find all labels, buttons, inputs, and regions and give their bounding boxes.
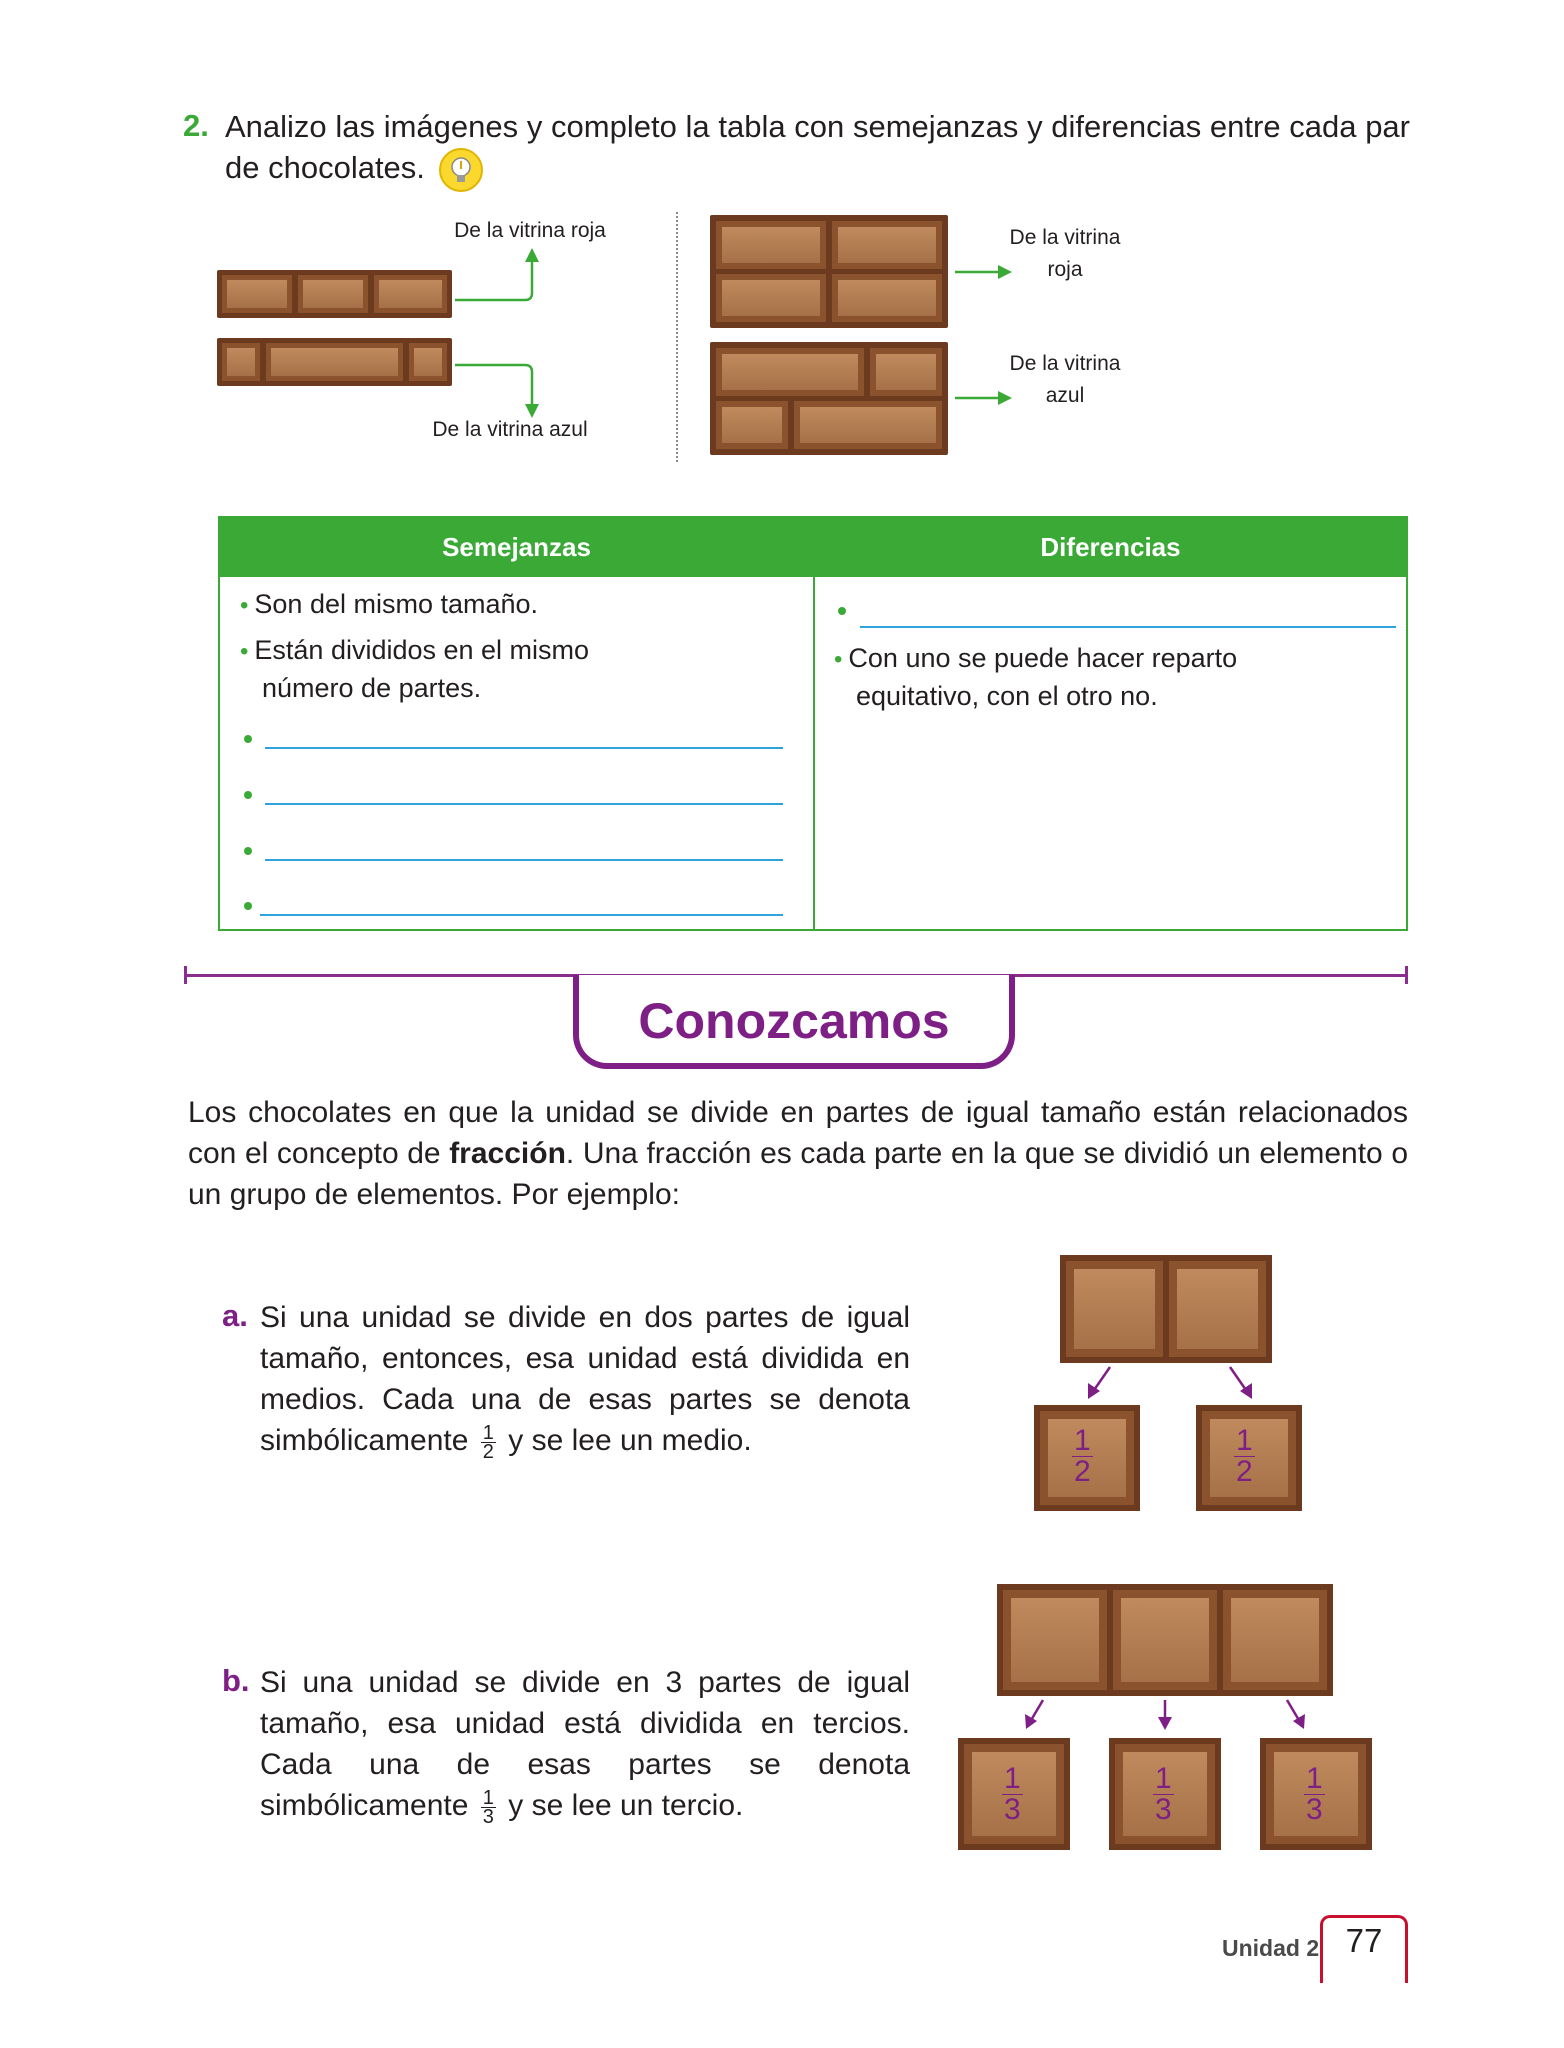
similarity-item: • Son del mismo tamaño. [240,589,539,619]
answer-line[interactable] [265,803,783,805]
whole-bar-halves [1060,1255,1272,1363]
answer-bullet [244,735,252,743]
lightbulb-icon [438,147,484,193]
difference-text: Con uno se puede hacer reparto equitativo, con el otro no. [848,643,1238,711]
example-a-text-start: Si una unidad se divide en dos partes de igual tamaño, entonces, esa unidad está dividida en medios. Cada una de esas partes se denota simbólicamente [260,1301,910,1457]
fraction-denominator: 3 [482,1805,494,1828]
figure-divider [676,212,678,462]
example-b-text [260,1662,910,1826]
piece-label-denominator: 3 [1004,1793,1021,1826]
header-differences: Diferencias [1040,532,1181,562]
page-number: 77 [1345,1922,1383,1959]
example-a-text [260,1297,910,1461]
example-b-text-end: y se lee un tercio. [508,1789,744,1822]
label-red-showcase-right [1000,222,1130,286]
section-rule-cap-left [184,966,187,984]
similarity-item: • Están divididos en el mismo número de partes. [240,635,590,703]
label-red-showcase-left: De la vitrina roja [454,219,606,242]
intro-text-start: Los chocolates en que la unidad se divide en partes de igual tamaño están relacionados con el concepto de [188,1096,1408,1170]
similarity-text: Están divididos en el mismo número de partes. [254,635,590,703]
fraction-numerator: 1 [482,1786,494,1809]
answer-line[interactable] [860,626,1396,628]
red-showcase-bar-block [710,215,948,328]
answer-line[interactable] [265,859,783,861]
answer-line[interactable] [260,914,783,916]
exercise-instruction [225,106,1410,193]
fraction-numerator: 1 [482,1421,494,1444]
piece-label-numerator: 1 [1155,1762,1172,1795]
intro-text-end: . Una fracción es cada parte en la que se dividió un elemento o un grupo de elementos. Por ejemplo: [188,1137,1409,1211]
piece-label-third [1304,1764,1325,1825]
piece-label-denominator: 3 [1155,1793,1172,1826]
label-red-showcase-right-line2: roja [1047,258,1083,281]
section-rule-cap-right [1405,966,1408,984]
section-title: Conozcamos [638,993,950,1049]
exercise-number: 2. [183,108,209,143]
blue-showcase-bar-block [710,342,948,455]
unit-label: Unidad 2 [1222,1935,1320,1961]
piece-label-third [1002,1764,1023,1825]
intro-keyword: fracción [449,1137,566,1170]
fraction-one-third [481,1786,496,1828]
piece-label-numerator: 1 [1236,1424,1253,1457]
label-blue-showcase-right-line2: azul [1045,384,1085,407]
exercise-instruction-text: Analizo las imágenes y completo la tabla con semejanzas y diferencias entre cada par de chocolates. [225,109,1410,186]
piece-label-numerator: 1 [1004,1762,1021,1795]
column-divider [813,518,815,929]
answer-bullet [244,902,252,910]
comparison-table [218,516,1408,931]
piece-label-numerator: 1 [1074,1424,1091,1457]
label-red-showcase-right-line1: De la vitrina [1009,226,1121,249]
example-a-text-end: y se lee un medio. [508,1424,752,1457]
red-showcase-bar-thin [217,270,452,318]
fraction-denominator: 2 [482,1440,494,1463]
whole-bar-thirds [997,1584,1333,1696]
piece-label-half [1234,1426,1255,1487]
label-blue-showcase-right [1000,348,1130,412]
difference-item: • Con uno se puede hacer reparto equitativo, con el otro no. [834,643,1238,711]
piece-label-denominator: 2 [1236,1455,1253,1488]
answer-bullet [244,847,252,855]
example-b-letter: b. [222,1663,250,1698]
section-intro [188,1092,1408,1215]
answer-bullet [244,791,252,799]
label-blue-showcase-right-line1: De la vitrina [1009,352,1121,375]
label-blue-showcase-left: De la vitrina azul [432,418,588,441]
answer-bullet [838,607,846,615]
piece-label-half [1072,1426,1093,1487]
piece-label-denominator: 3 [1306,1793,1323,1826]
piece-label-denominator: 2 [1074,1455,1091,1488]
piece-label-numerator: 1 [1306,1762,1323,1795]
blue-showcase-bar-thin [217,338,452,386]
similarity-text: Son del mismo tamaño. [254,589,539,619]
example-b-text-start: Si una unidad se divide en 3 partes de igual tamaño, esa unidad está dividida en tercios. Cada una de esas partes se denota simbólicamente [260,1666,910,1822]
piece-label-third [1153,1764,1174,1825]
right-chocolate-pair [710,212,1050,462]
example-a-letter: a. [222,1298,248,1333]
fraction-one-half [481,1421,496,1463]
answer-line[interactable] [265,747,783,749]
header-similarities: Semejanzas [442,532,591,562]
